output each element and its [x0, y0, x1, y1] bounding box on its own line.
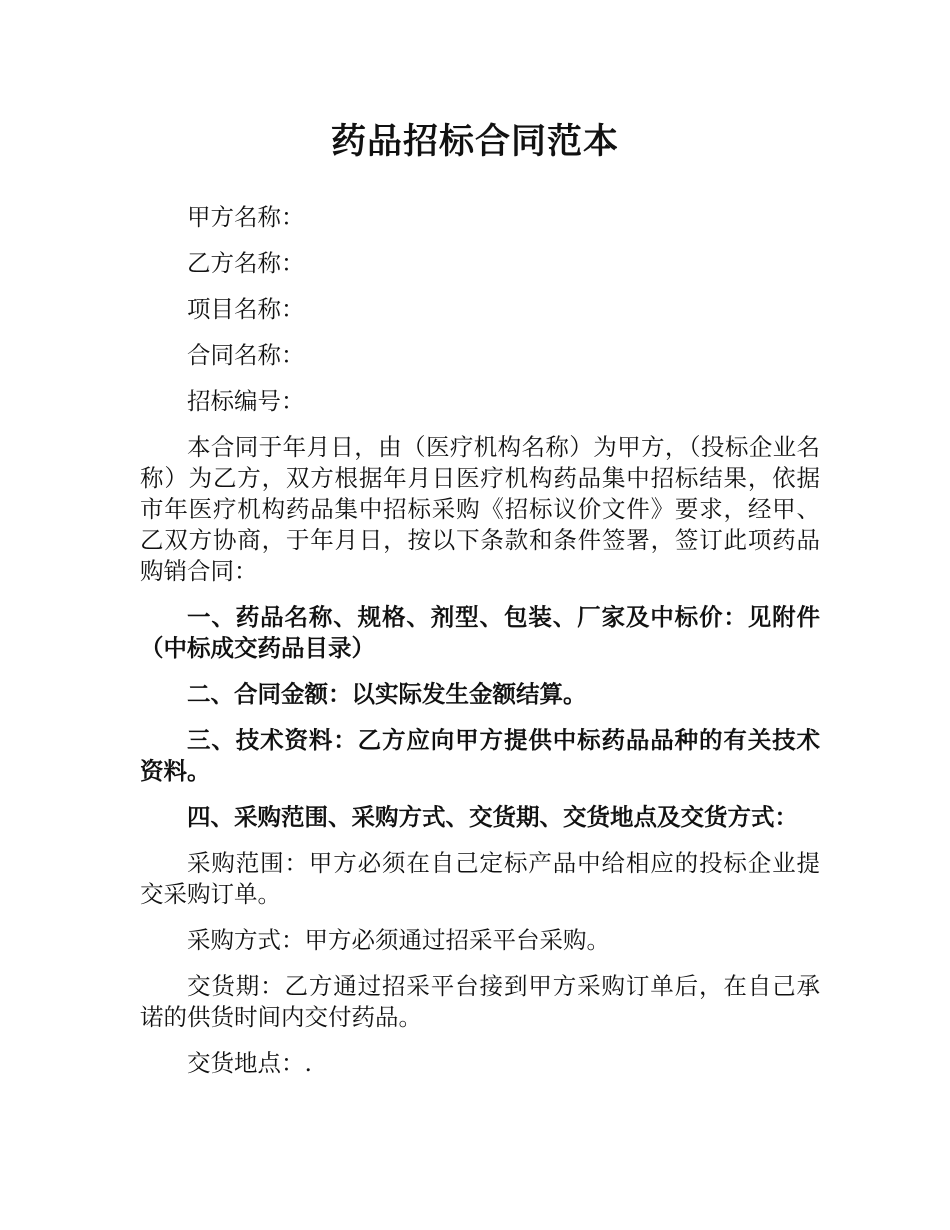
field-contract-name: 合同名称：	[187, 341, 305, 369]
procurement-method-paragraph: 采购方式：甲方必须通过招采平台采购。	[187, 926, 610, 954]
field-tender-number: 招标编号：	[187, 387, 305, 415]
document-body	[140, 202, 820, 1094]
procurement-scope-paragraph: 采购范围：甲方必须在自己定标产品中给相应的投标企业提交采购订单。	[140, 849, 820, 908]
document-title: 药品招标合同范本	[330, 121, 619, 162]
field-party-b: 乙方名称：	[187, 249, 305, 277]
field-project-name: 项目名称：	[187, 295, 305, 323]
section-heading-1: 一、药品名称、规格、剂型、包装、厂家及中标价：见附件（中标成交药品目录）	[140, 603, 820, 662]
field-party-a: 甲方名称：	[187, 203, 305, 231]
section-heading-4: 四、采购范围、采购方式、交货期、交货地点及交货方式：	[187, 803, 798, 831]
section-heading-3: 三、技术资料：乙方应向甲方提供中标药品品种的有关技术资料。	[140, 726, 820, 785]
intro-paragraph: 本合同于年月日，由（医疗机构名称）为甲方，（投标企业名称）为乙方，双方根据年月日医疗机构药品集中招标结果，依据市年医疗机构药品集中招标采购《招标议价文件》要求，经甲、乙双方协商，于年月日，按以下条款和条件签署，签订此项药品购销合同：	[140, 433, 820, 585]
delivery-period-paragraph: 交货期：乙方通过招采平台接到甲方采购订单后，在自己承诺的供货时间内交付药品。	[140, 972, 820, 1031]
delivery-location-paragraph: 交货地点：.	[187, 1049, 312, 1077]
section-heading-2: 二、合同金额：以实际发生金额结算。	[187, 680, 587, 708]
